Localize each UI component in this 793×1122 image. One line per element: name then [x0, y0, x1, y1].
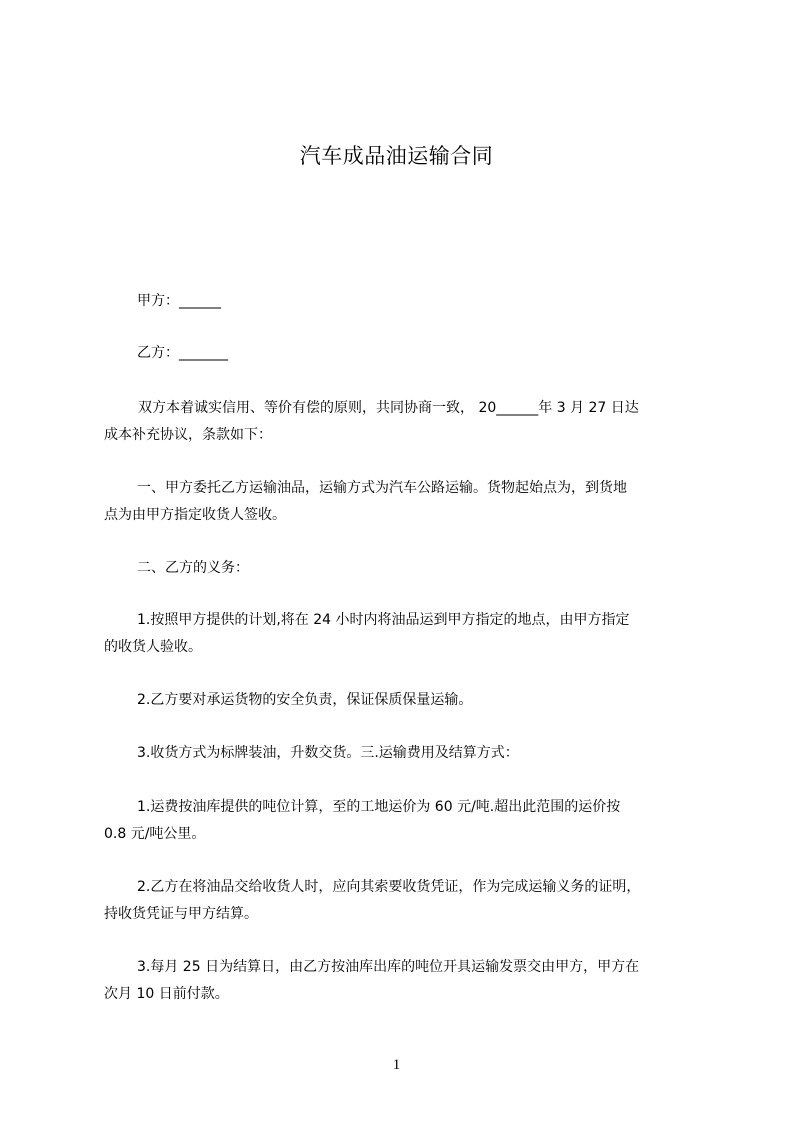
obligation-1-line-1: 1.按照甲方提供的计划,将在 24 小时内将油品运到甲方指定的地点，由甲方指定	[137, 612, 630, 628]
page-number: 1	[392, 1057, 401, 1073]
fee-2-line-1: 2.乙方在将油品交给收货人时，应向其索要收货凭证，作为完成运输义务的证明，	[137, 879, 641, 895]
fee-3-line-2: 次月 10 日前付款。	[104, 986, 229, 1002]
intro-line-2: 成本补充协议，条款如下：	[104, 427, 272, 443]
document-title: 汽车成品油运输合同	[299, 144, 494, 168]
clause-2-heading: 二、乙方的义务：	[137, 560, 249, 576]
obligation-1-line-2: 的收货人验收。	[104, 639, 202, 655]
fee-2-line-2: 持收货凭证与甲方结算。	[104, 906, 258, 922]
obligation-2-line: 2.乙方要对承运货物的安全负责，保证保质保量运输。	[137, 692, 473, 708]
intro-line-1: 双方本着诚实信用、等价有偿的原则，共同协商一致， 20______年 3 月 27 日达	[138, 400, 639, 416]
obligation-3-line: 3.收货方式为标牌装油，升数交货。三.运输费用及结算方式：	[137, 745, 519, 761]
clause-1-line-2: 点为由甲方指定收货人签收。	[104, 507, 286, 523]
party-b-line: 乙方：_______	[137, 345, 228, 361]
fee-1-line-1: 1.运费按油库提供的吨位计算，至的工地运价为 60 元/吨.超出此范围的运价按	[137, 799, 621, 815]
fee-1-line-2: 0.8 元/吨公里。	[104, 826, 206, 842]
fee-3-line-1: 3.每月 25 日为结算日，由乙方按油库出库的吨位开具运输发票交由甲方，甲方在	[137, 959, 640, 975]
party-a-line: 甲方：______	[137, 293, 221, 309]
clause-1-line-1: 一、甲方委托乙方运输油品，运输方式为汽车公路运输。货物起始点为，到货地	[137, 480, 627, 496]
